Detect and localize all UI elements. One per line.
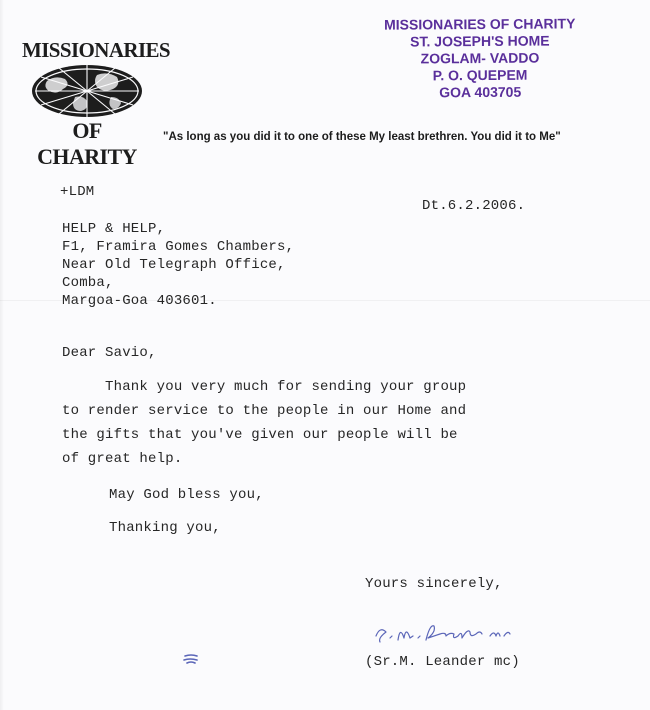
letterhead-motto: "As long as you did it to one of these My least brethren. You did it to Me"	[163, 131, 561, 143]
address-line: Near Old Telegraph Office,	[62, 257, 286, 273]
missionaries-of-charity-logo	[22, 38, 171, 169]
address-line: HELP & HELP,	[62, 221, 166, 237]
letter-body	[62, 375, 466, 471]
logo-text-bottom: OF CHARITY	[37, 118, 137, 169]
address-stamp	[375, 15, 586, 101]
salutation: Dear Savio,	[62, 345, 157, 361]
ink-mark	[183, 653, 201, 665]
stamp-line: ST. JOSEPH'S HOME	[410, 32, 550, 50]
logo-text-top: MISSIONARIES	[22, 38, 171, 62]
letter-date: Dt.6.2.2006.	[422, 198, 526, 214]
signer-name: (Sr.M. Leander mc)	[365, 654, 520, 670]
stamp-line: ZOGLAM- VADDO	[420, 49, 540, 67]
reference-code: +LDM	[60, 184, 95, 200]
blessing-line: May God bless you,	[109, 487, 264, 503]
body-line: to render service to the people in our Home and	[62, 403, 467, 419]
recipient-address	[62, 220, 294, 310]
stamp-line: P. O. QUEPEM	[432, 66, 528, 84]
paper-edge-shadow	[0, 0, 4, 710]
globe-emblem-icon	[27, 63, 147, 119]
body-line: the gifts that you've given our people will be	[62, 427, 458, 443]
body-line: of great help.	[62, 451, 183, 467]
address-line: Comba,	[62, 275, 114, 291]
stamp-line: MISSIONARIES OF CHARITY	[384, 15, 576, 33]
body-line: Thank you very much for sending your group	[62, 379, 467, 395]
handwritten-signature	[372, 614, 522, 648]
thanks-line: Thanking you,	[109, 520, 221, 536]
address-line: F1, Framira Gomes Chambers,	[62, 239, 295, 255]
address-line: Margoa-Goa 403601.	[62, 293, 217, 309]
stamp-line: GOA 403705	[439, 83, 522, 101]
closing-line: Yours sincerely,	[365, 576, 503, 592]
